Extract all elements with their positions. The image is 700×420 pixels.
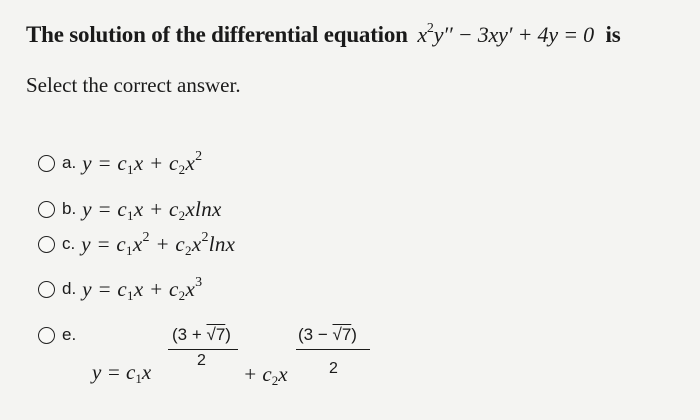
answer-option-a[interactable] — [38, 146, 202, 180]
option-letter: d. — [62, 279, 77, 298]
exponent-2-denominator: 2 — [329, 360, 338, 377]
exponent-2-numerator: (3 − √7) — [298, 325, 357, 344]
exponent-2-fraction-bar — [296, 349, 370, 350]
option-letter: b. — [62, 199, 77, 218]
question-equation: $x^2y'' - 3xy' + 4y = 0$ — [417, 21, 594, 47]
option-equation: $y = c_1x + c_2xlnx$ — [82, 196, 222, 223]
answer-option-e[interactable] — [38, 318, 82, 352]
option-e-lead: $y = c_1x$ — [92, 360, 152, 386]
instruction-text: Select the correct answer. — [26, 73, 241, 97]
option-equation: $y = c_1x + c_2x^3$ — [82, 274, 203, 303]
exponent-1-denominator: 2 — [197, 352, 206, 369]
option-equation: $y = c_1x^2 + c_2x^2\ln x$ — [81, 229, 236, 258]
answer-option-b[interactable] — [38, 192, 222, 226]
question-text — [26, 20, 690, 50]
option-letter: c. — [62, 234, 76, 253]
radio-button-c[interactable] — [38, 236, 55, 253]
option-letter: a. — [62, 153, 77, 172]
answer-option-d[interactable] — [38, 272, 202, 306]
option-equation: $y = c_1x + c_2x^2$ — [82, 148, 203, 177]
exponent-1-fraction-bar — [168, 349, 238, 350]
question-prefix: The solution of the differential equation — [26, 22, 408, 47]
question-suffix: is — [605, 22, 621, 47]
radio-button-b[interactable] — [38, 201, 55, 218]
option-e-mid: + $c_2x$ — [243, 362, 288, 388]
radio-button-a[interactable] — [38, 155, 55, 172]
radio-button-e[interactable] — [38, 327, 55, 344]
radio-button-d[interactable] — [38, 281, 55, 298]
answer-option-c[interactable] — [38, 227, 235, 261]
option-letter: e. — [62, 325, 77, 344]
exponent-1-numerator: (3 + √7) — [172, 325, 231, 344]
